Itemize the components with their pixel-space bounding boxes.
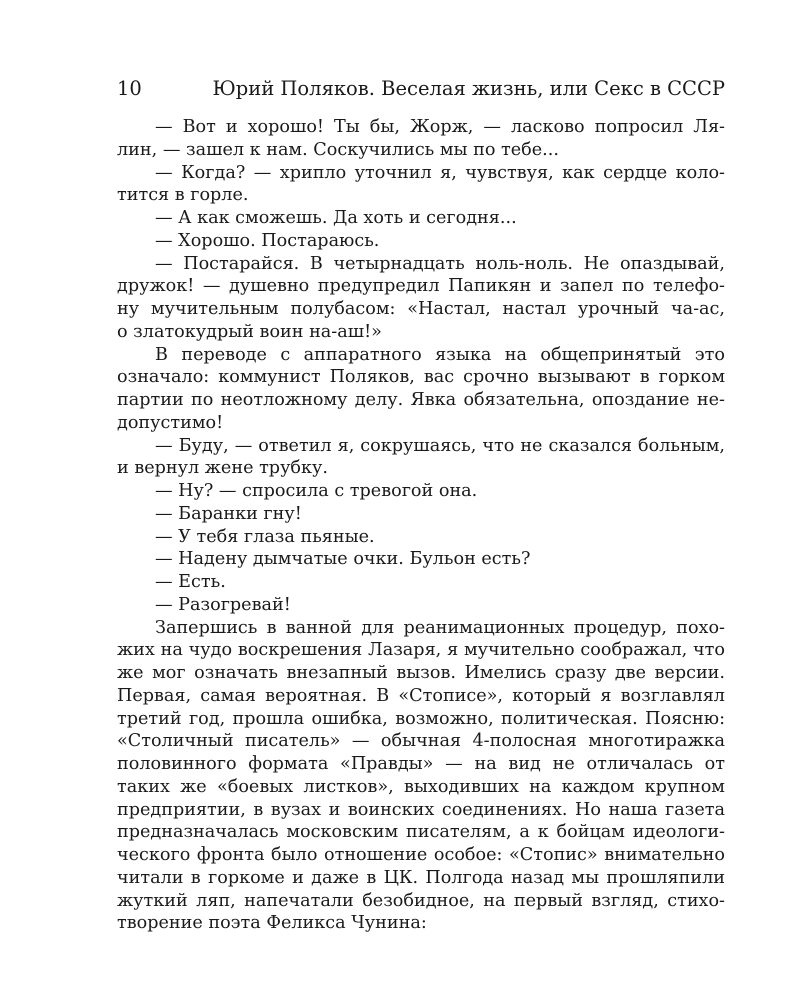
- text-line: партии по неотложному делу. Явка обязательна, опоздание не-: [117, 390, 725, 410]
- text-line: жих на чудо воскрешения Лазаря, я мучительно соображал, что: [117, 640, 725, 661]
- page-number: 10: [117, 77, 142, 100]
- text-line: Первая, самая вероятная. В «Стописе», который я возглавлял: [117, 685, 725, 706]
- text-line: В переводе с аппаратного языка на общепринятый это: [155, 344, 725, 365]
- text-line: Запершись в ванной для реанимационных процедур, похо-: [155, 617, 725, 638]
- text-line: — Ну? — спросила с тревогой она.: [155, 481, 478, 501]
- text-line: — Есть.: [155, 572, 226, 592]
- text-line: — Разогревай!: [155, 594, 291, 615]
- text-line: — Постарайся. В четырнадцать ноль-ноль. Не опаздывай,: [155, 253, 725, 274]
- body-text: [117, 116, 725, 935]
- text-line: и вернул жене трубку.: [117, 458, 328, 479]
- text-line: — Хорошо. Постараюсь.: [155, 230, 380, 251]
- text-line: половинного формата «Правды» — на вид не отличалась от: [117, 754, 725, 774]
- text-line: жуткий ляп, напечатали безобидное, на первый взгляд, стихо-: [117, 890, 725, 911]
- text-line: «Столичный писатель» — обычная 4-полосная многотиражка: [117, 731, 725, 752]
- text-line: допустимо!: [117, 412, 224, 433]
- text-line: — Буду, — ответил я, сокрушаясь, что не сказался больным,: [155, 435, 725, 456]
- text-line: о златокудрый воин на-аш!»: [117, 321, 382, 342]
- text-line: — У тебя глаза пьяные.: [155, 526, 375, 547]
- text-line: таких же «боевых листков», выходивших на каждом крупном: [117, 776, 725, 797]
- text-line: — Баранки гну!: [155, 503, 302, 524]
- page-header: [117, 76, 725, 102]
- text-line: дружок! — душевно предупредил Папикян и запел по телефо-: [117, 276, 725, 297]
- text-line: означало: коммунист Поляков, вас срочно вызывают в горком: [117, 367, 725, 388]
- text-line: творение поэта Феликса Чунина:: [117, 913, 427, 934]
- text-line: ну мучительным полубасом: «Настал, настал урочный ча-ас,: [117, 299, 725, 319]
- text-line: предприятии, в вузах и воинских соединениях. Но наша газета: [117, 799, 725, 820]
- running-title: Юрий Поляков. Веселая жизнь, или Секс в СССР: [212, 77, 725, 100]
- text-line: — Когда? — хрипло уточнил я, чувствуя, как сердце коло-: [155, 162, 725, 183]
- text-line: читали в горкоме и даже в ЦК. Полгода назад мы прошляпили: [117, 867, 725, 888]
- text-line: лин, — зашел к нам. Соскучились мы по тебе...: [117, 139, 559, 160]
- text-line: третий год, прошла ошибка, возможно, политическая. Поясню:: [117, 708, 725, 729]
- text-line: — А как сможешь. Да хоть и сегодня...: [155, 208, 517, 228]
- text-line: — Вот и хорошо! Ты бы, Жорж, — ласково попросил Ля-: [155, 117, 725, 137]
- text-line: же мог означать внезапный вызов. Имелись сразу две версии.: [117, 663, 725, 683]
- text-line: предназначалась московским писателям, а к бойцам идеологи-: [117, 822, 725, 843]
- text-line: — Надену дымчатые очки. Бульон есть?: [155, 549, 531, 570]
- text-line: тится в горле.: [117, 185, 249, 206]
- text-line: ческого фронта было отношение особое: «Стопис» внимательно: [117, 845, 725, 865]
